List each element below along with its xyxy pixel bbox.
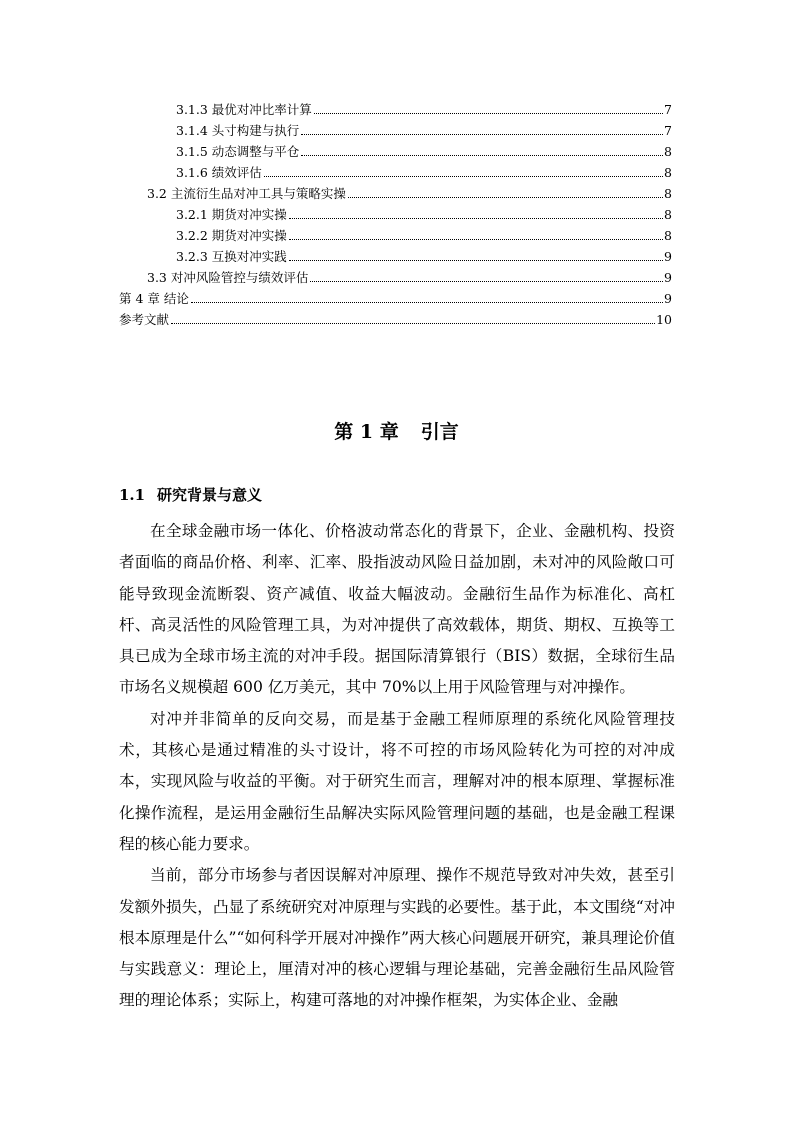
toc-leader	[314, 113, 663, 114]
toc-leader	[171, 323, 655, 324]
toc-leader	[301, 134, 663, 135]
toc-entry-page: 9	[664, 291, 672, 306]
toc-entry-page: 9	[664, 249, 672, 264]
paragraph: 对冲并非简单的反向交易，而是基于金融工程师原理的系统化风险管理技术，其核心是通过精准的头寸设计，将不可控的市场风险转化为可控的对冲成本，实现风险与收益的平衡。对于研究生而言，理解对冲的根本原理、掌握标准化操作流程，是运用金融衍生品解决实际风险管理问题的基础，也是金融工程课程的核心能力要求。	[119, 709, 675, 853]
chapter-heading	[0, 417, 793, 444]
toc-entry[interactable]	[176, 224, 672, 244]
toc-leader	[264, 176, 663, 177]
toc-entry[interactable]	[176, 140, 672, 160]
toc-entry-page: 8	[664, 165, 672, 180]
toc-entry-label: 3.2 主流衍生品对冲工具与策略实操	[147, 186, 346, 201]
toc-leader	[310, 281, 663, 282]
toc-entry-label: 3.1.5 动态调整与平仓	[176, 144, 300, 159]
toc-entry[interactable]	[119, 308, 672, 328]
paragraph: 当前，部分市场参与者因误解对冲原理、操作不规范导致对冲失效，甚至引发额外损失，凸显了系统研究对冲原理与实践的必要性。基于此，本文围绕“对冲根本原理是什么”“如何科学开展对冲操作”两大核心问题展开研究，兼具理论价值与实践意义：理论上，厘清对冲的核心逻辑与理论基础，完善金融衍生品风险管理的理论体系；实际上，构建可落地的对冲操作框架，为实体企业、金融	[119, 866, 675, 1010]
body-text	[119, 516, 675, 1017]
toc-entry-label: 3.3 对冲风险管控与绩效评估	[147, 270, 309, 285]
paragraph: 在全球金融市场一体化、价格波动常态化的背景下，企业、金融机构、投资者面临的商品价格、利率、汇率、股指波动风险日益加剧，未对冲的风险敞口可能导致现金流断裂、资产减值、收益大幅波动。金融衍生品作为标准化、高杠杆、高灵活性的风险管理工具，为对冲提供了高效载体，期货、期权、互换等工具已成为全球市场主流的对冲手段。据国际清算银行（BIS）数据，全球衍生品市场名义规模超 600 亿万美元，其中 70%以上用于风险管理与对冲操作。	[119, 522, 675, 697]
toc-entry[interactable]	[176, 98, 672, 118]
toc-leader	[301, 155, 663, 156]
toc-entry[interactable]	[147, 182, 672, 202]
toc-entry-label: 3.1.6 绩效评估	[176, 165, 262, 180]
toc-entry-label: 参考文献	[119, 312, 170, 327]
toc-entry[interactable]	[176, 119, 672, 139]
toc-entry-page: 7	[664, 102, 672, 117]
chapter-title: 引言	[420, 421, 459, 443]
toc-entry-page: 8	[664, 186, 672, 201]
toc-entry-label: 3.2.1 期货对冲实操	[176, 207, 287, 222]
toc-entry-label: 3.1.4 头寸构建与执行	[176, 123, 300, 138]
toc-entry-page: 10	[656, 312, 672, 327]
toc-entry[interactable]	[176, 245, 672, 265]
toc-entry[interactable]	[176, 161, 672, 181]
section-number: 1.1	[119, 486, 146, 504]
toc-entry-label: 3.2.2 期货对冲实操	[176, 228, 287, 243]
toc-entry-page: 8	[664, 228, 672, 243]
toc-entry[interactable]	[147, 266, 672, 286]
toc-leader	[289, 218, 663, 219]
toc-leader	[191, 302, 663, 303]
toc-entry-page: 8	[664, 144, 672, 159]
toc-entry[interactable]	[176, 203, 672, 223]
toc-entry-page: 8	[664, 207, 672, 222]
chapter-number: 第 1 章	[334, 421, 399, 443]
toc-leader	[348, 197, 663, 198]
toc-leader	[289, 260, 663, 261]
toc-entry-label: 3.2.3 互换对冲实践	[176, 249, 287, 264]
toc-entry[interactable]	[119, 287, 672, 307]
toc-leader	[289, 239, 663, 240]
section-heading	[119, 484, 262, 505]
toc-entry-label: 3.1.3 最优对冲比率计算	[176, 102, 312, 117]
toc-entry-label: 第 4 章 结论	[119, 291, 189, 306]
section-title: 研究背景与意义	[157, 486, 263, 504]
toc-entry-page: 7	[664, 123, 672, 138]
toc-entry-page: 9	[664, 270, 672, 285]
